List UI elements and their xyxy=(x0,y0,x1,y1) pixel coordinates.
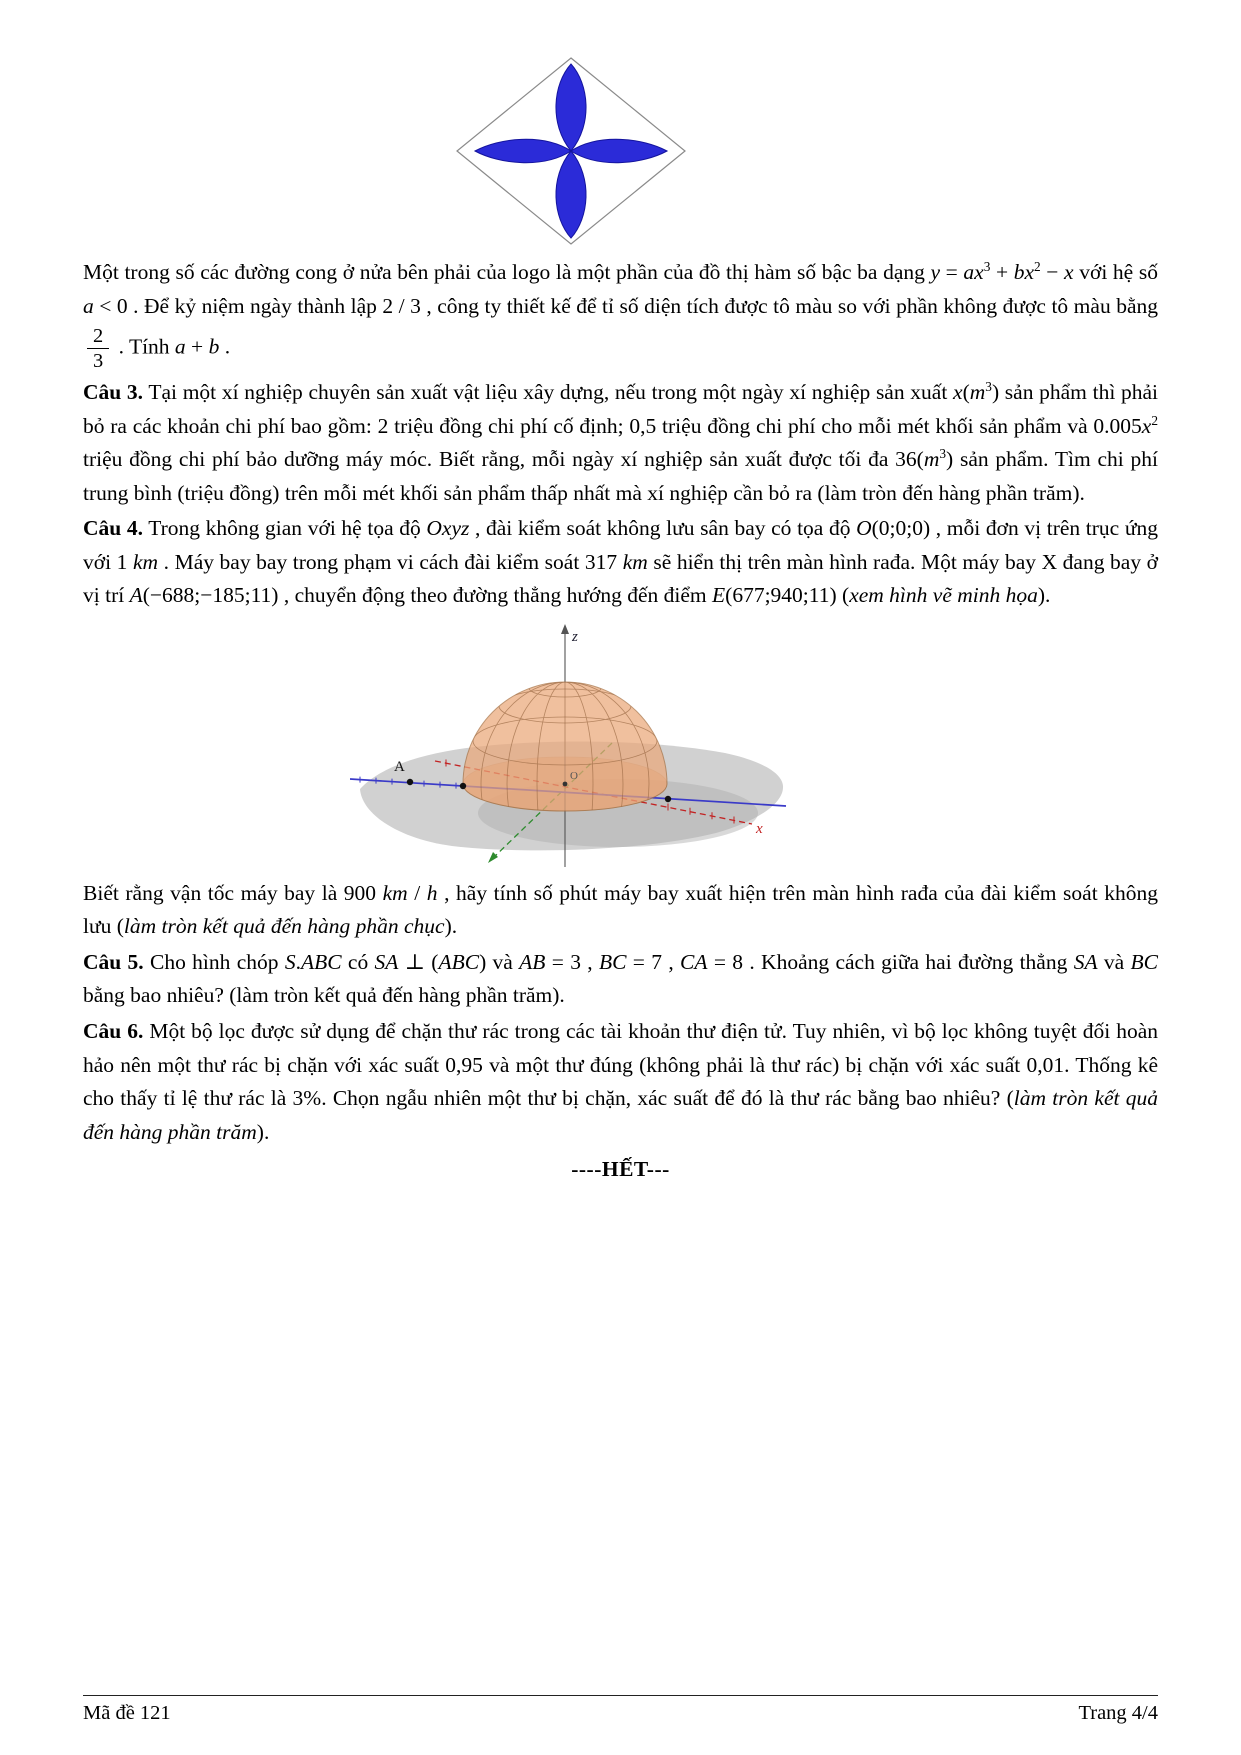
label-origin: O xyxy=(570,769,578,782)
page-footer xyxy=(83,1695,1158,1725)
point-a xyxy=(407,779,413,785)
dome-entry-point xyxy=(460,783,466,789)
logo-petal-left-icon xyxy=(475,139,571,162)
company-logo xyxy=(33,56,1108,246)
radar-figure-graphic xyxy=(350,621,790,871)
label-point-a: A xyxy=(394,758,405,775)
logo-petal-down-icon xyxy=(555,151,585,238)
question-4: Câu 4. Trong không gian với hệ tọa độ Oxyz , đài kiểm soát không lưu sân bay có tọa độ O(0;0;0) , mỗi đơn vị trên trục ứng với 1 km . Máy bay bay trong phạm vi cách đài kiểm soát 317 km sẽ hiển thị trên màn hình rađa. Một máy bay X đang bay ở vị trí A(−688;−185;11) , chuyển động theo đường thẳng hướng đến điểm E(677;940;11) (xem hình vẽ minh họa). xyxy=(83,516,1159,608)
dome-exit-point xyxy=(665,796,671,802)
end-marker: ----HẾT--- xyxy=(571,1157,670,1182)
logo-flower xyxy=(475,64,667,238)
logo-petal-up-icon xyxy=(555,64,585,151)
radar-figure xyxy=(350,621,790,871)
label-z-axis: z xyxy=(572,628,578,645)
label-x-axis: x xyxy=(756,820,763,837)
page-content xyxy=(0,56,1241,1182)
logo-petal-right-icon xyxy=(571,139,667,162)
origin-point xyxy=(563,781,568,786)
question-5: Câu 5. Cho hình chóp S.ABC có SA ⊥ (ABC) và AB = 3 , BC = 7 , CA = 8 . Khoảng cách giữa hai đường thẳng SA và BC bằng bao nhiêu? (làm tròn kết quả đến hàng phần trăm). xyxy=(83,949,1159,1008)
exam-code: Mã đề 121 xyxy=(83,1702,171,1724)
page-number: Trang 4/4 xyxy=(1078,1702,1158,1724)
question-3: Câu 3. Tại một xí nghiệp chuyên sản xuất vật liệu xây dựng, nếu trong một ngày xí nghiệp sản xuất $x(m^3)$ sản phẩm thì phải bỏ ra các khoản chi phí bao gồm: 2 triệu đồng chi phí cố định; 0,5 triệu đồng chi phí cho mỗi mét khối sản phẩm và $0.005x^2$ triệu đồng chi phí bảo dưỡng máy móc. Biết rằng, mỗi ngày xí nghiệp sản xuất được tối đa $36(m^3)$ sản phẩm. Tìm chi phí trung bình (triệu đồng) trên mỗi mét khối sản phẩm thấp nhất mà xí nghiệp cần bỏ ra (làm tròn đến hàng phần trăm). xyxy=(83,379,1159,505)
z-axis-arrow-icon xyxy=(561,624,569,634)
question-4-conclusion: Biết rằng vận tốc máy bay là 900 km / h , hãy tính số phút máy bay xuất hiện trên màn hình rađa của đài kiểm soát không lưu (làm tròn kết quả đến hàng phần chục). xyxy=(83,880,1158,939)
y-axis-arrow-icon xyxy=(488,852,498,863)
logo-graphic xyxy=(453,56,689,246)
question-6: Câu 6. Một bộ lọc được sử dụng để chặn thư rác trong các tài khoản thư điện tử. Tuy nhiên, vì bộ lọc không tuyệt đối hoàn hảo nên một thư rác bị chặn với xác suất 0,95 và một thư đúng (không phải là thư rác) bị chặn với xác suất 0,01. Thống kê cho thấy tỉ lệ thư rác là 3%. Chọn ngẫu nhiên một thư bị chặn, xác suất để đó là thư rác bằng bao nhiêu? (làm tròn kết quả đến hàng phần trăm). xyxy=(83,1019,1159,1144)
radar-dome xyxy=(463,682,667,811)
intro-paragraph: Một trong số các đường cong ở nửa bên phải của logo là một phần của đồ thị hàm số bậc ba dạng $y = ax^3 + bx^2 - x$ với hệ số a < 0 . Để kỷ niệm ngày thành lập 2 / 3 , công ty thiết kế để tỉ số diện tích được tô màu so với phần không được tô màu bằng $\frac{2}{3}$ . Tính a + b . xyxy=(83,258,1158,373)
